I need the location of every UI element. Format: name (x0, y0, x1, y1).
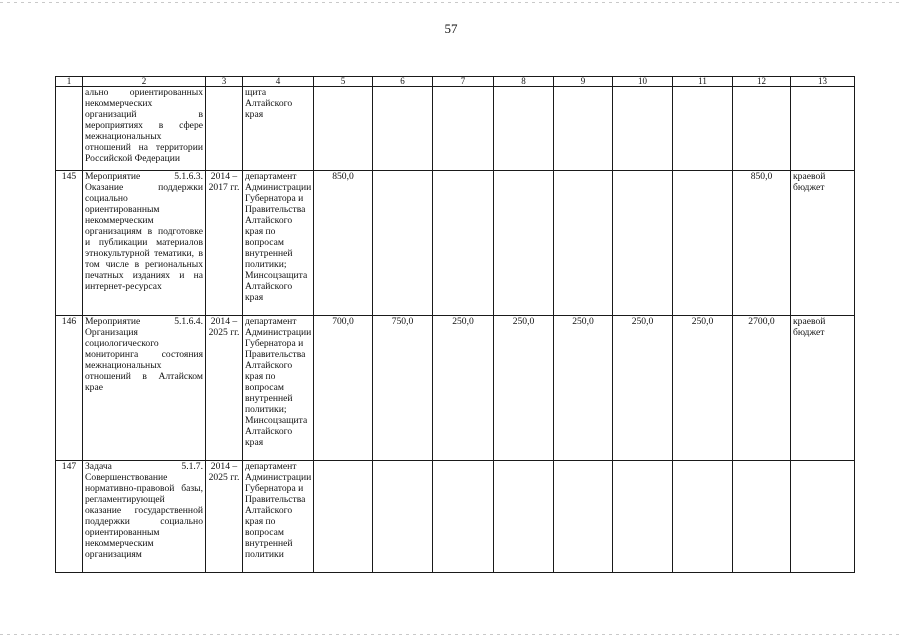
value-col-5: 850,0 (314, 171, 373, 316)
executor-cell: департамент Администрации Губернатора и Правительства Алтайского края по вопросам внутренней политики; Минсоцзащита Алтайского края (243, 171, 314, 316)
value-col-10 (613, 171, 673, 316)
period-cell: 2014 – 2017 гг. (206, 171, 243, 316)
value-col-5 (314, 87, 373, 171)
column-header: 5 (314, 77, 373, 87)
value-col-7 (433, 171, 494, 316)
activity-description: Мероприятие 5.1.6.3. Оказание поддержки социально ориентированным некоммерческим организациям в подготовке и публикации материалов этнокультурной тематики, в том числе в региональных печатных изданиях и на интернет-ресурсах (83, 171, 206, 316)
executor-cell: департамент Администрации Губернатора и Правительства Алтайского края по вопросам внутренней политики (243, 461, 314, 573)
table-row (56, 171, 855, 316)
scan-top-edge (0, 2, 902, 3)
period-cell (206, 87, 243, 171)
column-header: 3 (206, 77, 243, 87)
column-header: 1 (56, 77, 83, 87)
column-header: 2 (83, 77, 206, 87)
table-row (56, 87, 855, 171)
page-number: 57 (444, 21, 458, 36)
value-col-9: 250,0 (554, 316, 613, 461)
column-header: 6 (373, 77, 433, 87)
value-col-5 (314, 461, 373, 573)
value-col-12: 2700,0 (733, 316, 791, 461)
table-row (56, 316, 855, 461)
value-col-6 (373, 87, 433, 171)
column-header: 8 (494, 77, 554, 87)
activity-description: Мероприятие 5.1.6.4. Организация социологического мониторинга состояния межнациональных отношений в Алтайском крае (83, 316, 206, 461)
value-col-8 (494, 171, 554, 316)
value-col-11 (673, 87, 733, 171)
value-col-12: 850,0 (733, 171, 791, 316)
value-col-8 (494, 87, 554, 171)
period-cell: 2014 – 2025 гг. (206, 316, 243, 461)
value-col-7 (433, 87, 494, 171)
executor-cell: щита Алтайского края (243, 87, 314, 171)
funding-source (791, 461, 855, 573)
value-col-7 (433, 461, 494, 573)
column-header: 11 (673, 77, 733, 87)
column-header: 4 (243, 77, 314, 87)
value-col-5: 700,0 (314, 316, 373, 461)
value-col-9 (554, 171, 613, 316)
column-header: 10 (613, 77, 673, 87)
value-col-10 (613, 461, 673, 573)
program-activities-table (55, 76, 855, 573)
value-col-9 (554, 87, 613, 171)
value-col-8: 250,0 (494, 316, 554, 461)
column-header: 9 (554, 77, 613, 87)
row-number: 146 (56, 316, 83, 461)
period-cell: 2014 – 2025 гг. (206, 461, 243, 573)
value-col-9 (554, 461, 613, 573)
row-number: 147 (56, 461, 83, 573)
value-col-12 (733, 461, 791, 573)
value-col-7: 250,0 (433, 316, 494, 461)
value-col-6 (373, 171, 433, 316)
value-col-6: 750,0 (373, 316, 433, 461)
value-col-8 (494, 461, 554, 573)
executor-cell: департамент Администрации Губернатора и Правительства Алтайского края по вопросам внутренней политики; Минсоцзащита Алтайского края (243, 316, 314, 461)
value-col-12 (733, 87, 791, 171)
value-col-6 (373, 461, 433, 573)
column-header: 12 (733, 77, 791, 87)
funding-source: краевой бюджет (791, 316, 855, 461)
activity-description: Задача 5.1.7. Совершенствование нормативно-правовой базы, регламентирующей оказание государственной поддержки социально ориентированным некоммерческим организациям (83, 461, 206, 573)
column-number-row (56, 77, 855, 87)
value-col-10 (613, 87, 673, 171)
value-col-11: 250,0 (673, 316, 733, 461)
funding-source: краевой бюджет (791, 171, 855, 316)
value-col-11 (673, 171, 733, 316)
value-col-10: 250,0 (613, 316, 673, 461)
scan-bottom-edge (0, 634, 902, 635)
activity-description: ально ориентированных некоммерческих организаций в мероприятиях в сфере межнациональных отношений на территории Российской Федерации (83, 87, 206, 171)
column-header: 7 (433, 77, 494, 87)
value-col-11 (673, 461, 733, 573)
funding-source (791, 87, 855, 171)
column-header: 13 (791, 77, 855, 87)
table-row (56, 461, 855, 573)
row-number: 145 (56, 171, 83, 316)
row-number (56, 87, 83, 171)
